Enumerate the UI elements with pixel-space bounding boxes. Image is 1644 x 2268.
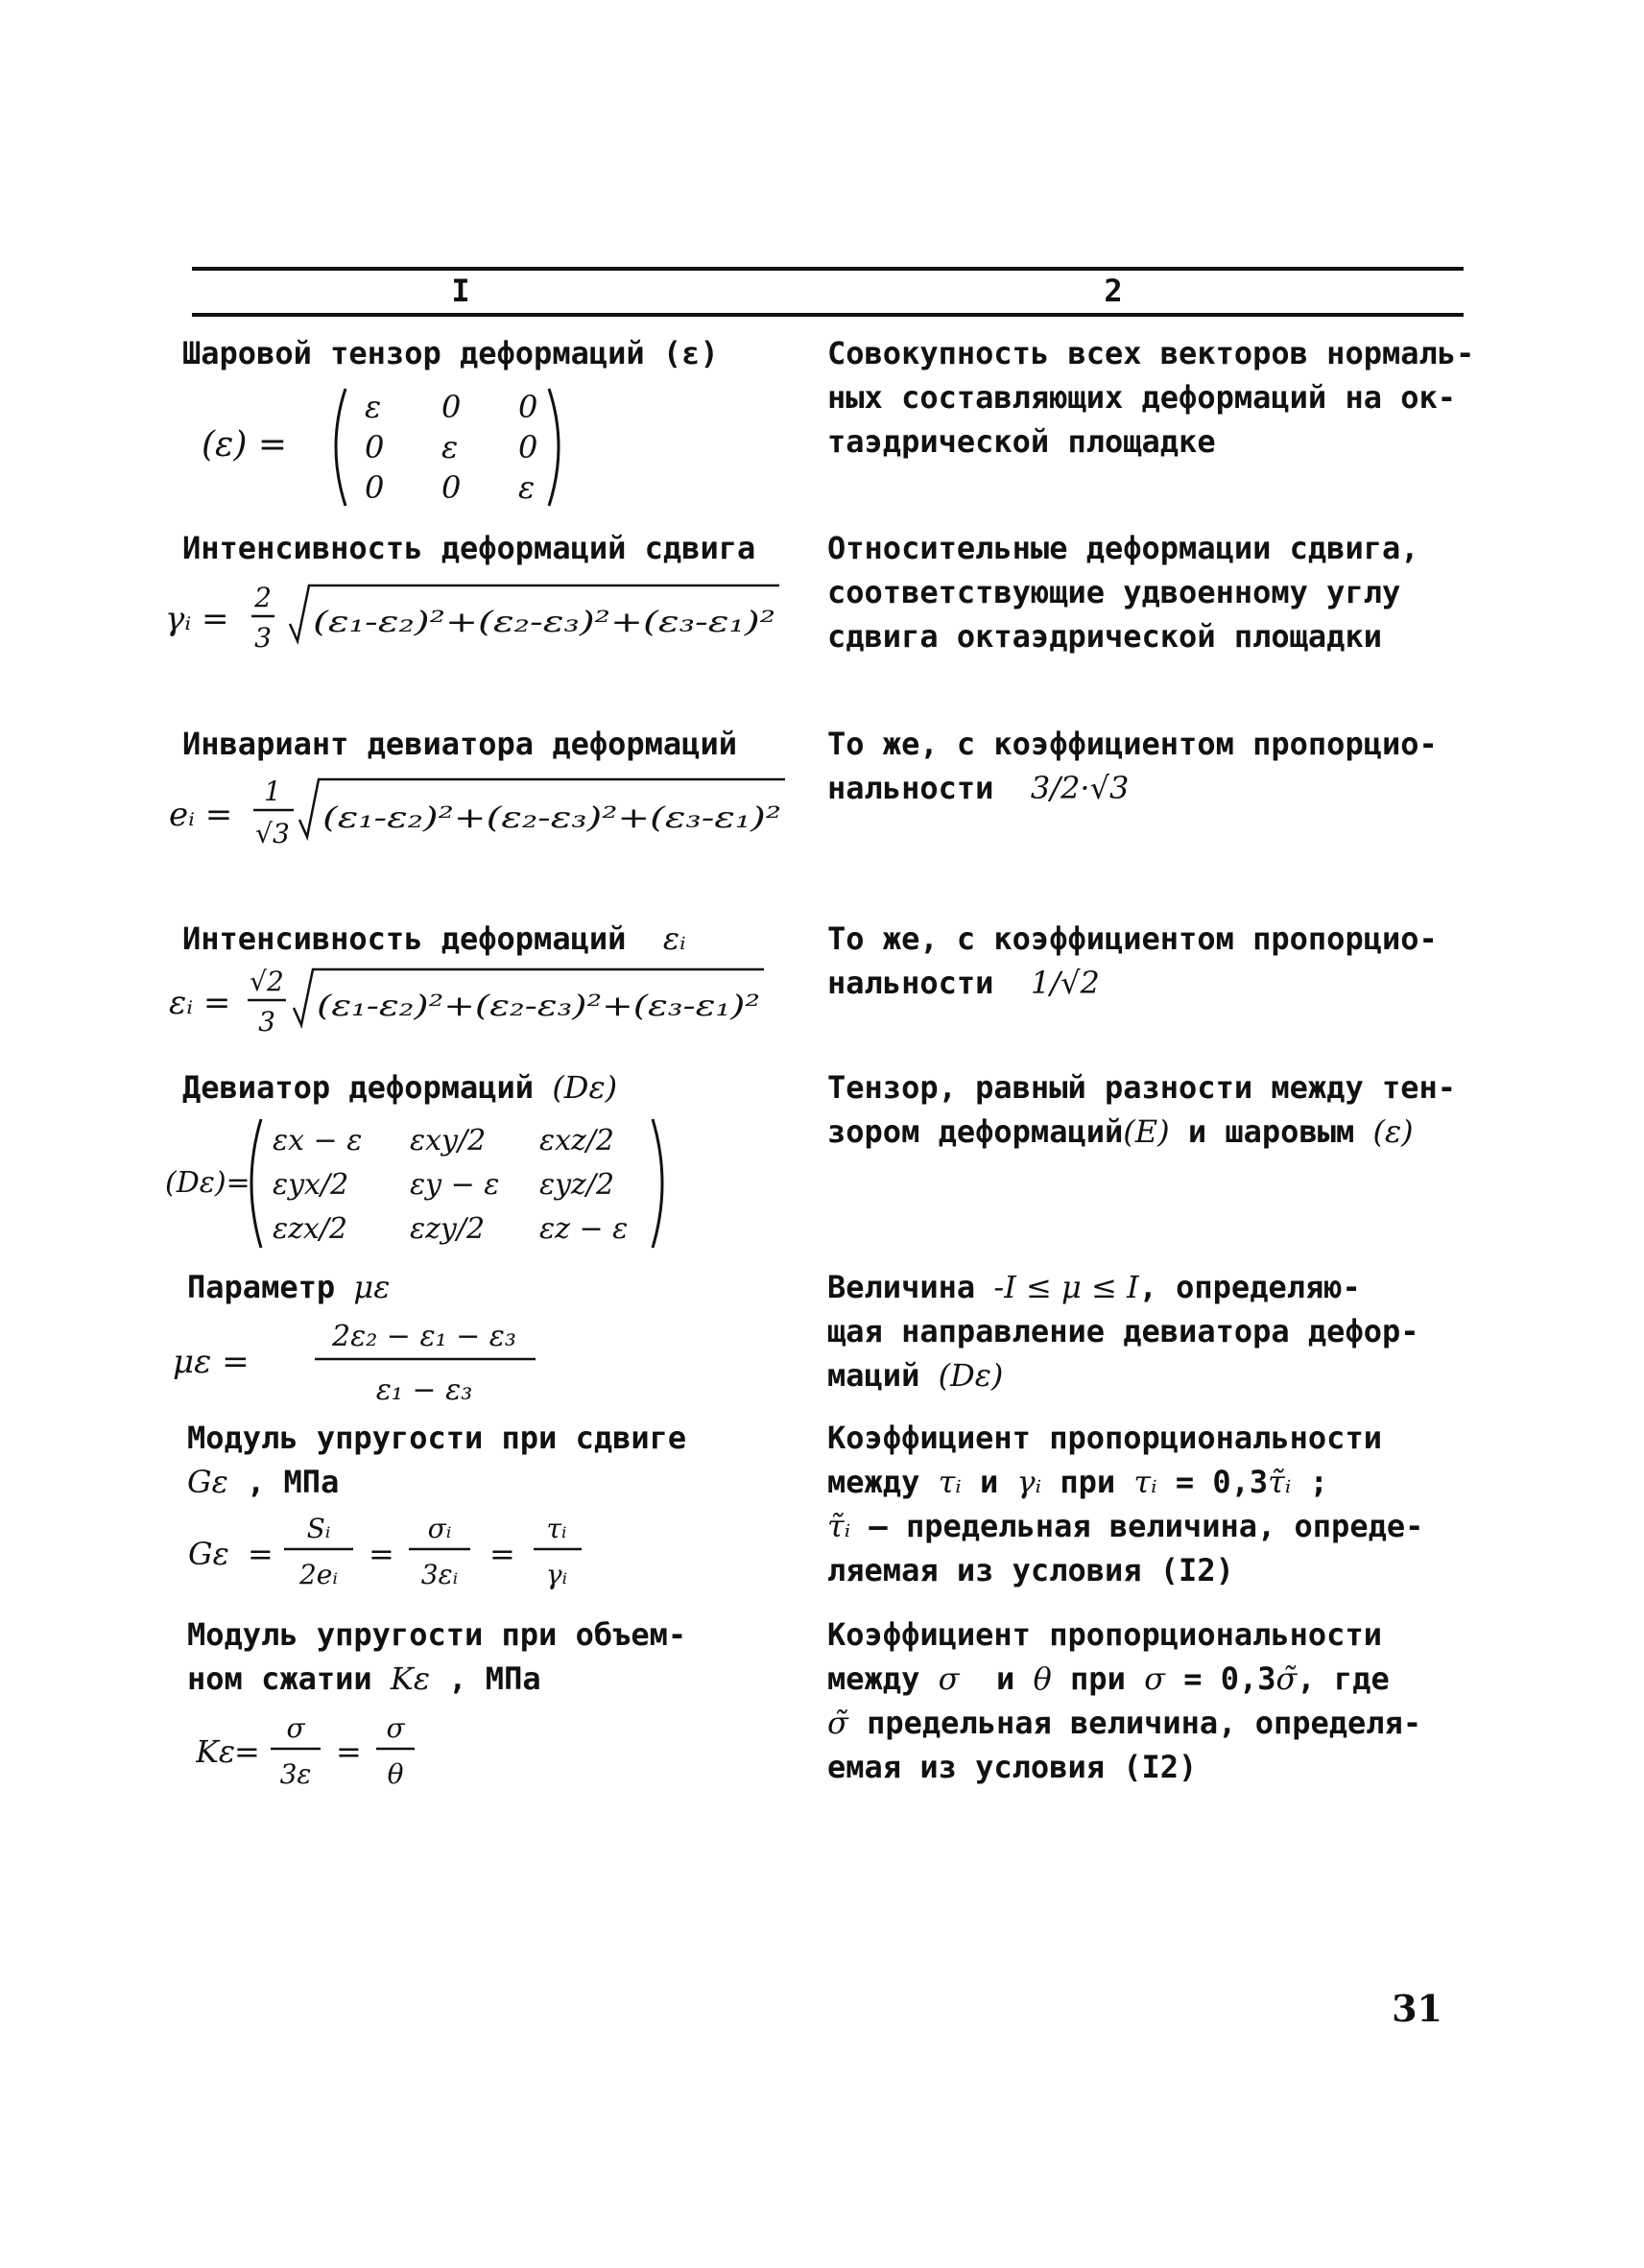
row3-desc-line1: То же, с коэффициентом пропорцио- (827, 726, 1438, 762)
row8-term-line1: Модуль упругости при объем- (187, 1616, 687, 1653)
row8-desc-w5: , где (1297, 1660, 1390, 1697)
row8-eq2: = (336, 1733, 362, 1770)
row5-term-symbol: (Dε) (552, 1069, 618, 1106)
row3-desc-line2: нальности (827, 770, 994, 806)
row7-desc-m2: γᵢ (1016, 1464, 1042, 1500)
row2-coef-num: 2 (254, 582, 272, 613)
row2-desc-line3: сдвига октаэдрической площадки (827, 618, 1382, 655)
row6-desc-line1: Величина (827, 1269, 976, 1305)
row1-right-paren (549, 389, 559, 506)
row5-left-paren (251, 1119, 261, 1248)
row1-m22: ε (518, 469, 536, 506)
row5-m11: εy − ε (410, 1168, 500, 1202)
row6-term-symbol: με (353, 1269, 391, 1305)
column-header-1: I (451, 273, 470, 309)
row5-m22: εz − ε (539, 1212, 629, 1246)
row3-term: Инвариант девиатора деформаций (182, 726, 737, 762)
row1-m11: ε (441, 429, 459, 466)
row8-desc-m5: σ̃ (827, 1705, 848, 1741)
row8-f1n: σ (286, 1712, 305, 1744)
row6-num: 2ε₂ − ε₁ − ε₃ (332, 1320, 516, 1353)
row8-f1d: 3ε (279, 1758, 312, 1790)
row3-formula (169, 768, 793, 854)
row8-eq1: = (234, 1733, 260, 1770)
row1-left-paren (336, 389, 345, 506)
row1-description (827, 331, 1474, 464)
row6-den: ε₁ − ε₃ (375, 1373, 473, 1407)
row5-description (827, 1065, 1456, 1154)
row7-desc-line4: ляемая из условия (I2) (827, 1552, 1234, 1588)
row2-radicand: (ε₁-ε₂)²+(ε₂-ε₃)²+(ε₃-ε₁)² (313, 606, 775, 639)
row8-term-line3: , МПа (448, 1660, 541, 1697)
row1-m01: 0 (441, 389, 462, 425)
row5-desc-line2: зором деформаций (827, 1113, 1124, 1150)
row4-desc-math: 1/√2 (1030, 965, 1100, 1001)
header-rule (192, 313, 1464, 317)
row6-term-text: Параметр (187, 1269, 336, 1305)
row1-term: Шаровой тензор деформаций (ε) (182, 335, 719, 371)
row8-desc-w1: между (827, 1660, 920, 1697)
row6-formula (173, 1311, 576, 1417)
row3-radicand: (ε₁-ε₂)²+(ε₂-ε₃)²+(ε₃-ε₁)² (322, 801, 781, 835)
row5-m02: εxz/2 (539, 1124, 615, 1158)
row7-desc-m4: τ̃ᵢ (1268, 1464, 1292, 1500)
row5-right-paren (653, 1119, 662, 1248)
row2-desc-line2: соответствующие удвоенному углу (827, 574, 1401, 610)
row2-desc-line1: Относительные деформации сдвига, (827, 530, 1419, 566)
row1-m12: 0 (518, 429, 538, 466)
row1-m02: 0 (518, 389, 538, 425)
row7-term-symbol: Gε (187, 1464, 228, 1500)
row8-desc-m2: θ (1033, 1660, 1052, 1697)
row7-eq2: = (369, 1536, 394, 1572)
row8-desc-w2: и (995, 1660, 1015, 1697)
row8-formula (196, 1710, 445, 1806)
row7-desc-m3: τᵢ (1133, 1464, 1157, 1500)
row3-desc-math: 3/2·√3 (1030, 770, 1130, 806)
row7-term (187, 1416, 686, 1504)
row7-desc-w4: = 0,3 (1175, 1464, 1269, 1500)
row5-desc-line1: Тензор, равный разности между тен- (827, 1069, 1457, 1106)
row5-m10: εyx/2 (273, 1168, 349, 1202)
row5-m00: εx − ε (273, 1124, 363, 1158)
row4-desc-line1: То же, с коэффициентом пропорцио- (827, 920, 1438, 957)
row3-lhs: eᵢ = (169, 796, 233, 834)
row7-g: Gε (188, 1536, 229, 1572)
row7-desc-w5: ; (1309, 1464, 1328, 1500)
row4-description (827, 917, 1438, 1005)
row7-eq1: = (248, 1536, 274, 1572)
row8-desc-line4: емая из условия (I2) (827, 1749, 1198, 1785)
row7-f1d: 2eᵢ (298, 1559, 339, 1590)
top-rule (192, 267, 1464, 271)
row8-desc-w6: предельная величина, определя- (867, 1705, 1422, 1741)
row6-term (187, 1265, 390, 1309)
row3-coef-num: 1 (264, 776, 281, 807)
row8-desc-m4: σ̃ (1275, 1660, 1298, 1697)
row7-desc-w6: – предельная величина, опреде- (869, 1508, 1424, 1544)
row3-coef-den: √3 (255, 818, 290, 849)
row2-coef-den: 3 (254, 622, 272, 654)
row7-desc-line1: Коэффициент пропорциональности (827, 1420, 1382, 1456)
row6-desc-line3: щая направление девиатора дефор- (827, 1313, 1419, 1349)
row5-term-text: Девиатор деформаций (182, 1069, 535, 1106)
row8-term-symbol: Kε (390, 1660, 430, 1697)
row1-lhs: (ε) = (202, 425, 288, 465)
page-number: 31 (1392, 1987, 1442, 2030)
row1-m00: ε (365, 389, 382, 425)
row8-k: Kε (196, 1733, 236, 1770)
row1-formula (192, 379, 595, 513)
row6-lhs: με = (173, 1343, 250, 1381)
row8-desc-w3: при (1070, 1660, 1126, 1697)
row7-f3d: γᵢ (545, 1559, 568, 1590)
row4-formula (169, 960, 783, 1046)
row8-desc-line1: Коэффициент пропорциональности (827, 1616, 1382, 1653)
row7-f2n: σᵢ (427, 1513, 452, 1544)
row7-f3n: τᵢ (546, 1513, 567, 1544)
row7-eq3: = (489, 1536, 515, 1572)
row5-formula (165, 1111, 674, 1255)
row5-term (182, 1065, 617, 1110)
row7-f2d: 3εᵢ (420, 1559, 459, 1590)
row7-formula (188, 1509, 630, 1605)
row4-term-symbol: εᵢ (662, 920, 686, 957)
row4-coef-num: √2 (250, 966, 284, 997)
column-header-2: 2 (1104, 273, 1123, 309)
row7-description (827, 1416, 1423, 1592)
row5-desc-line3: и шаровым (1187, 1113, 1355, 1150)
row1-desc-line1: Совокупность всех векторов нормаль- (827, 335, 1475, 371)
row7-term-line2: , МПа (247, 1464, 340, 1500)
row7-desc-w3: при (1060, 1464, 1116, 1500)
row1-m21: 0 (441, 469, 462, 506)
row5-m01: εxy/2 (410, 1124, 487, 1158)
row5-desc-math2: (ε) (1372, 1113, 1414, 1150)
row6-desc-line4: маций (827, 1357, 920, 1394)
row7-term-line1: Модуль упругости при сдвиге (187, 1420, 687, 1456)
row5-m20: εzx/2 (273, 1212, 348, 1246)
row7-desc-w1: между (827, 1464, 920, 1500)
row4-coef-den: 3 (258, 1006, 275, 1038)
row7-desc-w2: и (980, 1464, 999, 1500)
row5-m21: εzy/2 (410, 1212, 486, 1246)
row7-f1n: Sᵢ (306, 1513, 331, 1544)
row8-term (187, 1612, 686, 1701)
row5-desc-math1: (E) (1123, 1113, 1170, 1150)
row6-desc-math2: (Dε) (938, 1357, 1004, 1394)
row5-m12: εyz/2 (539, 1168, 615, 1202)
row6-description (827, 1265, 1419, 1397)
row8-desc-m3: σ (1144, 1660, 1165, 1697)
row4-radicand: (ε₁-ε₂)²+(ε₂-ε₃)²+(ε₃-ε₁)² (317, 990, 760, 1023)
row6-desc-line2: , определяю- (1138, 1269, 1361, 1305)
row3-description (827, 722, 1438, 810)
row2-description (827, 526, 1419, 658)
row2-formula (165, 574, 789, 660)
row6-desc-math1: -I ≤ μ ≤ I (993, 1269, 1139, 1305)
row2-lhs: γᵢ = (165, 600, 229, 638)
row1-desc-line2: ных составляющих деформаций на ок- (827, 379, 1457, 416)
row8-desc-m1: σ (938, 1660, 960, 1697)
row1-m10: 0 (365, 429, 385, 466)
row8-f2n: σ (386, 1712, 405, 1744)
row8-desc-w4: = 0,3 (1183, 1660, 1276, 1697)
row4-desc-line2: нальности (827, 965, 994, 1001)
row1-m20: 0 (365, 469, 385, 506)
row8-description (827, 1612, 1421, 1789)
row8-f2d: θ (387, 1758, 404, 1790)
row5-lhs: (Dε)= (165, 1166, 250, 1200)
row1-desc-line3: таэдрической площадке (827, 423, 1216, 460)
row4-term-text: Интенсивность деформаций (182, 920, 627, 957)
row8-term-line2: ном сжатии (187, 1660, 372, 1697)
row7-desc-m1: τᵢ (938, 1464, 962, 1500)
row7-desc-m5: τ̃ᵢ (827, 1508, 851, 1544)
row4-lhs: εᵢ = (169, 984, 231, 1022)
row4-term (182, 917, 686, 961)
row2-term: Интенсивность деформаций сдвига (182, 530, 756, 566)
